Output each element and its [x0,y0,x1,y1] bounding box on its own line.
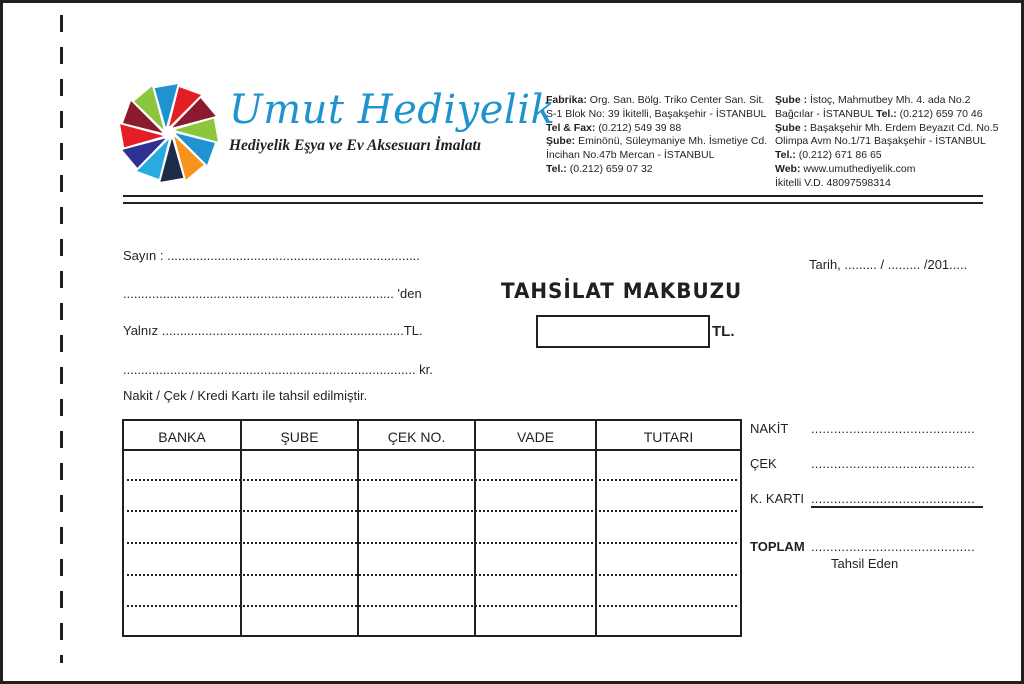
total-field[interactable]: ........................................... [811,539,975,554]
table-row[interactable] [127,542,737,544]
cheque-field[interactable]: ........................................... [811,456,975,471]
total-label: TOPLAM [750,539,805,554]
header-due-date: VADE [516,429,555,445]
column-divider [240,421,242,635]
flower-logo-icon [119,83,219,183]
header-cheque-no: ÇEK NO. [387,429,446,445]
amount-unit-label: TL. [712,323,735,340]
collector-signature-label: Tahsil Eden [831,556,899,571]
header-bank: BANKA [158,429,206,445]
receipt-title: TAHSİLAT MAKBUZU [501,279,743,303]
table-row[interactable] [127,479,737,481]
brand-name: Umut Hediyelik [229,87,556,133]
card-field[interactable]: ........................................... [811,491,975,506]
cheque-label: ÇEK [750,456,777,471]
column-divider [595,421,597,635]
total-divider [811,506,983,508]
header-divider-bottom [123,202,983,204]
table-row[interactable] [127,574,737,576]
column-divider [474,421,476,635]
header-divider-top [123,195,983,197]
table-row[interactable] [127,605,737,607]
cash-label: NAKİT [750,421,789,436]
header-amount: TUTARI [643,429,694,445]
address-block-left: Fabrika: Org. San. Bölg. Triko Center San. Sit. S-1 Blok No: 39 İkitelli, Başakşehir - İSTANBUL Tel & Fax: (0.212) 549 39 88 Şube: Eminönü, Süleymaniye Mh. İsmetiye Cd. İncihan No.47b Mercan - İSTANBUL Tel.: (0.212) 659 07 32 [546,94,768,175]
date-field[interactable]: Tarih, ......... / ......... /201..... [809,257,968,272]
cheque-table [122,419,742,637]
header-branch: ŞUBE [280,429,319,445]
card-label: K. KARTI [750,491,804,506]
table-row[interactable] [127,510,737,512]
brand-tagline: Hediyelik Eşya ve Ev Aksesuarı İmalatı [229,137,482,154]
cash-field[interactable]: ........................................... [811,421,975,436]
payment-note: Nakit / Çek / Kredi Kartı ile tahsil edilmiştir. [123,388,368,403]
amount-box[interactable] [536,315,710,348]
from-field[interactable]: ........................................................................... 'den [123,286,422,301]
column-divider [357,421,359,635]
address-block-right: Şube : İstoç, Mahmutbey Mh. 4. ada No.2 Bağcılar - İSTANBUL Tel.: (0.212) 659 70 46 Şube : Başakşehir Mh. Erdem Beyazıt Cd. No.5 Olimpa Avm No.1/71 Başakşehir - İSTANBUL Tel.: (0.212) 671 86 65 Web: www.umuthediyelik.com İkitelli V.D. 48097598314 [775,94,999,189]
recipient-field[interactable]: Sayın : ...................................................................... [123,248,420,263]
amount-words-field[interactable]: Yalnız ...................................................................TL. [123,323,423,338]
kurus-field[interactable]: ................................................................................. kr. [123,362,433,377]
